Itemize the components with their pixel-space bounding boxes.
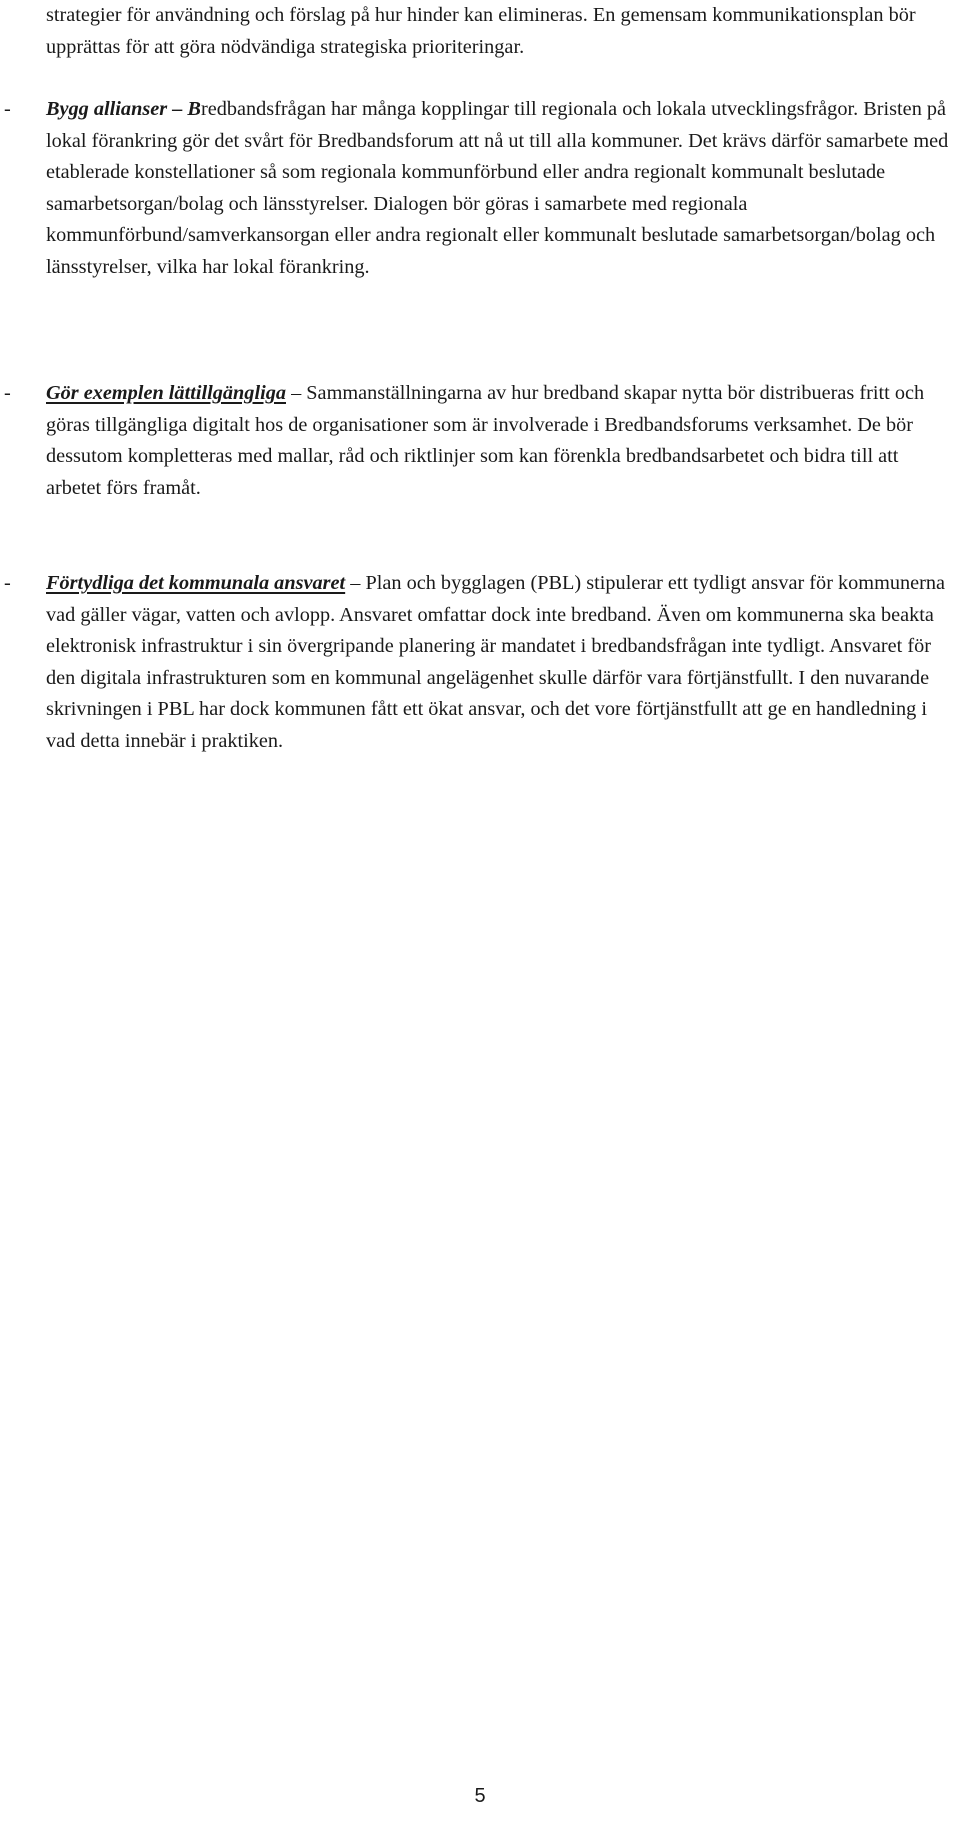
list-dash: - — [4, 382, 11, 404]
list-item-text: – Sammanställningarna av hur bredband skapar nytta bör distribueras fritt och göras tillgängliga digitalt hos de organisationer som är involverade i Bredbandsforums verksamhet. De bör dessutom kompletteras med mallar, råd och riktlinjer som kan förenkla bredbandsarbetet och bidra till att arbetet förs framåt. — [46, 382, 925, 499]
list-item-text: redbandsfrågan har många kopplingar till regionala och lokala utvecklingsfrågor. Bristen på lokal förankring gör det svårt för Bredbandsforum att nå ut till alla kommuner. Det krävs därför samarbete med etablerade konstellationer så som regionala kommunförbund eller andra regionalt kommunalt beslutade samarbetsorgan/bolag och länsstyrelser. Dialogen bör göras i samarbete med regionala kommunförbund/samverkansorgan eller andra regionalt eller kommunalt beslutade samarbetsorgan/bolag och länsstyrelser, vilka har lokal förankring. — [46, 98, 949, 278]
list-item-text: – Plan och bygglagen (PBL) stipulerar ett tydligt ansvar för kommunerna vad gäller vägar, vatten och avlopp. Ansvaret omfattar dock inte bredband. Även om kommunerna ska beakta elektronisk infrastruktur i sin övergripande planering är mandatet i bredbandsfrågan inte tydligt. Ansvaret för den digitala infrastrukturen som en kommunal angelägenhet skulle därför vara förtjänstfullt. I den nuvarande skrivningen i PBL har dock kommunen fått ett ökat ansvar, och det vore förtjänstfullt att ge en handledning i vad detta innebär i praktiken. — [46, 572, 946, 752]
list-item-body — [46, 568, 951, 757]
list-dash: - — [4, 98, 11, 120]
list-item-body — [46, 94, 951, 283]
list-dash: - — [4, 572, 11, 594]
intro-paragraph: strategier för användning och förslag på hur hinder kan elimineras. En gemensam kommunikationsplan bör upprättas för att göra nödvändiga strategiska prioriteringar. — [46, 4, 916, 58]
list-item-lead: Gör exemplen lättillgängliga — [46, 382, 286, 404]
page-number: 5 — [474, 1785, 486, 1807]
list-item-body — [46, 378, 951, 504]
list-item-lead: Förtydliga det kommunala ansvaret — [46, 572, 346, 594]
list-item-lead: Bygg allianser – B — [46, 98, 201, 120]
